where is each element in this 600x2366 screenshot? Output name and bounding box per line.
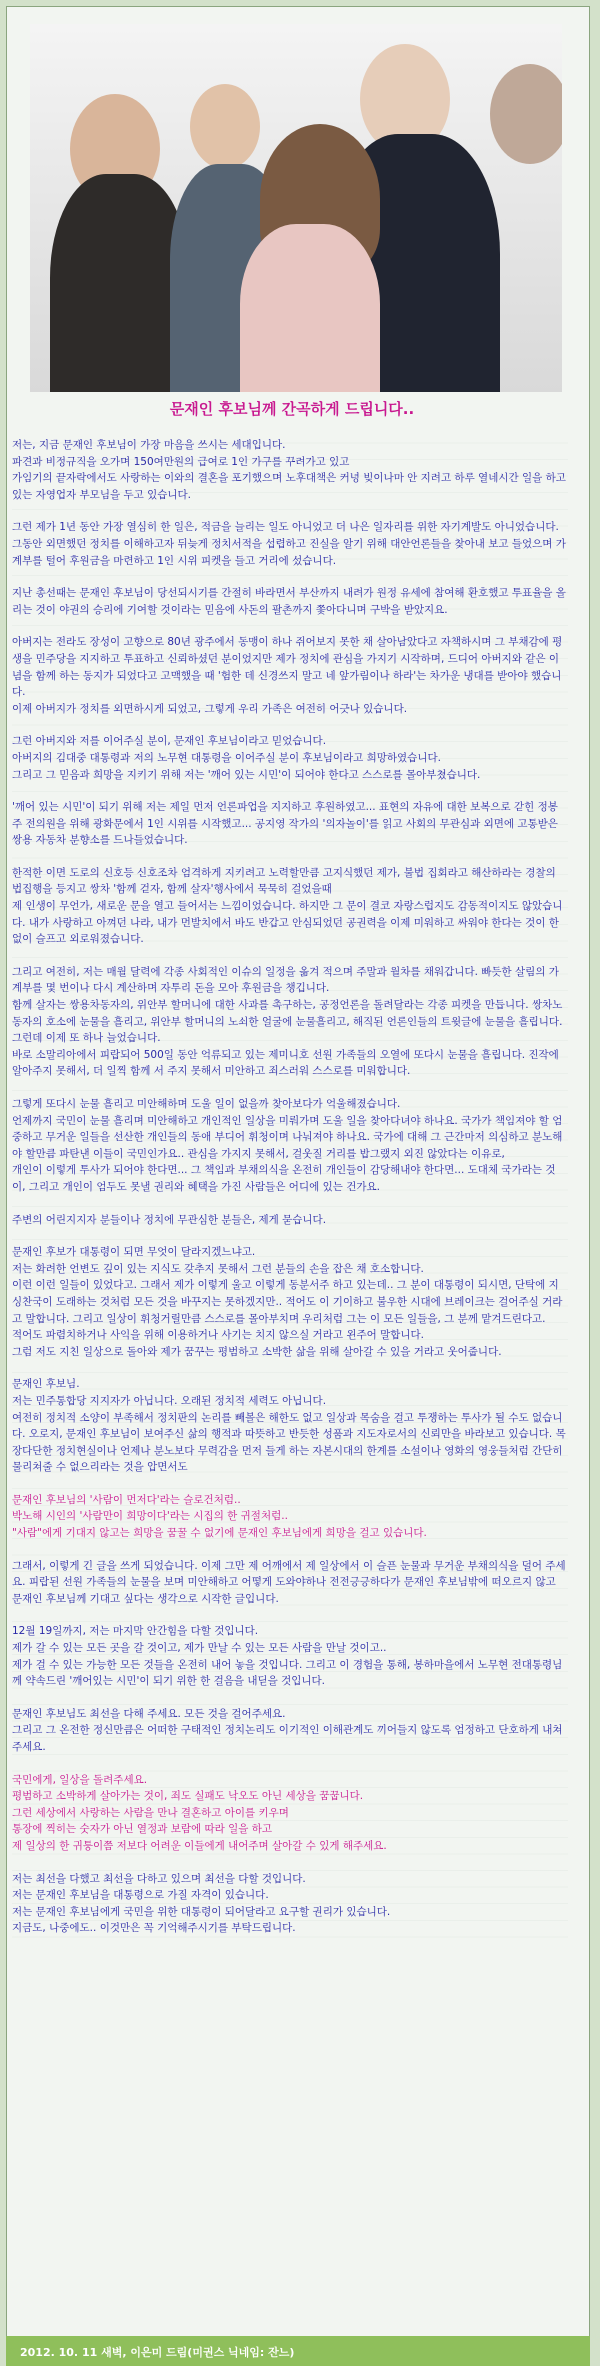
highlight-line: 국민에게, 일상을 돌려주세요. bbox=[12, 1773, 148, 1786]
highlight-line: "사람"에게 기대지 않고는 희망을 꿈꿀 수 없기에 문재인 후보님에게 희망을 걸고 있습니다. bbox=[12, 1527, 427, 1540]
paragraph: 아버지는 전라도 장성이 고향으로 80년 광주에서 동맹이 하나 쥐어보지 못한 채 살아남았다고 자책하시며 그 부채감에 평생을 민주당을 지지하고 투표하고 신뢰하셨던 분이었지만 제가 정치에 관심을 가지기 시작하며, 드디어 아버지와 같은 이념을 함께 하는 동지가 되었다고 고맥했을 때 '험한 데 신경쓰지 말고 네 앞가림이나 하라'는 차가운 냉대를 받아야 했습니다. 이제 아버지가 정치를 외면하시게 되었고, 그렇게 우리 가족은 여전히 어긋나 있습니다. bbox=[12, 636, 563, 715]
paragraph: 문재인 후보님도 최선을 다해 주세요. 모든 것을 걸어주세요. 그리고 그 온전한 정신만큼은 어떠한 구태적인 정치논리도 이기적인 이해관계도 끼어들지 않도록 엄정하고 단호하게 내쳐주세요. bbox=[12, 1707, 563, 1753]
paragraph: 그런 아버지와 저를 이어주실 분이, 문재인 후보님이라고 믿었습니다. 아버지의 김대중 대통령과 저의 노무현 대통령을 이어주실 분이 후보님이라고 희망하였습니다. 그리고 그 믿음과 희망을 지키기 위해 저는 '깨어 있는 시민'이 되어야 한다고 스스로를 몰아부쳤습니다. bbox=[12, 735, 481, 781]
highlight-quote bbox=[12, 1492, 568, 1542]
highlight-line: 평범하고 소박하게 살아가는 것이, 죄도 실패도 낙오도 아닌 세상을 꿈꿉니다. bbox=[12, 1790, 364, 1803]
highlight-plea bbox=[12, 1772, 568, 1855]
highlight-line: 제 일상의 한 귀퉁이쯤 저보다 어려운 이들에게 내어주며 살아갈 수 있게 해주세요. bbox=[12, 1839, 387, 1852]
paragraph: 문재인 후보님. 저는 민주통합당 지지자가 아닙니다. 오래된 정치적 세력도 아닙니다. 여전히 정치적 소양이 부족해서 정치판의 논리를 빼볼은 해한도 없고 일상과 목숨을 걸고 투쟁하는 투사가 될 수도 없습니다. 오로지, 문재인 후보님이 보여주신 삶의 행적과 따뜻하고 반듯한 성품과 지도자로서의 신뢰만을 바라보고 있습니다. 목장다단한 정치현실이나 언제나 분노보다 무력감을 먼저 들게 하는 자본시대의 한계를 소설이나 영화의 영웅들처럼 간단히 물리쳐줄 수 없으리라는 것을 압면서도 bbox=[12, 1378, 566, 1474]
paragraph: 한적한 이면 도로의 신호등 신호조차 엄격하게 지키려고 노력할만큼 고지식했던 제가, 불법 집회라고 해산하라는 경찰의 법집행을 등지고 쌍차 '함께 걷자, 함께 살자'행사에서 묵묵히 걸었을때 제 인생이 무언가, 새로운 문을 열고 들어서는 느낌이었습니다. 하지만 그 문이 결코 자랑스럽지도 감동적이지도 않았습니다. 내가 사랑하고 아껴던 나라, 내가 먼발치에서 바도 반갑고 안심되었던 공권력을 이제 미워하고 싸워야 한다는 것이 한없이 슬프고 외로워졌습니다. bbox=[12, 866, 563, 946]
paragraph: 그래서, 이렇게 긴 글을 쓰게 되었습니다. 이제 그만 제 어깨에서 제 일상에서 이 슬픈 눈물과 무거운 부채의식을 덜어 주세요. 피랍된 선원 가족들의 눈물을 보며 미안해하고 어떻게 도와야하나 전전긍긍하다가 문재인 후보님밖에 떠오르지 않고 문재인 후보님께 기대고 싶다는 생각으로 시작한 글입니다. bbox=[12, 1559, 566, 1605]
paragraph: 그렇게 또다시 눈물 흘리고 미안해하며 도울 일이 없을까 찾아보다가 억울해졌습니다. 언제까지 국민이 눈물 흘리며 미안해하고 개인적인 일상을 미뤄가며 도울 일을 찾아다녀야 하나요. 국가가 책임져야 할 엄중하고 무거운 일들을 선산한 개인들의 동애 부디어 휘청이며 나눠져야 하나요. 국가에 대해 그 근간마저 의심하고 분노해야 할만큼 파탄낸 이들이 국민인가요.. 관심을 가지지 못해서, 걸웃질 거리를 밥그랬지 외진 않았다는 이유로, 개인이 이렇게 투사가 되어야 한다면... 그 책임과 부채의식을 온전히 개인들이 감당해내야 한다면... 도대체 국가라는 것이, 그리고 개인이 엄두도 못낼 권리와 혜택을 가진 사람들은 어디에 있는 건가요. bbox=[12, 1098, 563, 1193]
paragraph: 주변의 어린지지자 분들이나 정치에 무관심한 분들은, 제게 묻습니다. bbox=[12, 1213, 327, 1226]
signature: 2012. 10. 11 새벽, 이은미 드림(미권스 닉네임: 잔느) bbox=[20, 2346, 295, 2359]
paragraph: 저는 최선을 다했고 최선을 다하고 있으며 최선을 다할 것입니다. 저는 문재인 후보님을 대통령으로 가질 자격이 있습니다. 저는 문재인 후보님에게 국민을 위한 대통령이 되어달라고 요구할 권리가 있습니다. 지금도, 나중에도.. 이것만은 꼭 기억해주시기를 부탁드립니다. bbox=[12, 1872, 391, 1935]
highlight-line: 통장에 찍히는 숫자가 아닌 열정과 보람에 따라 일을 하고 bbox=[12, 1823, 272, 1836]
news-photo bbox=[30, 24, 562, 392]
paragraph: 지난 총선때는 문재인 후보님이 당선되시기를 간절히 바라면서 부산까지 내려가 원정 유세에 참여해 환호했고 투표율을 올리는 것이 야권의 승리에 기여할 것이라는 믿음에 사돈의 팔촌까지 쫓아다니며 구박을 받았지요. bbox=[12, 587, 566, 616]
paragraph: 그리고 여전히, 저는 매월 달력에 각종 사회적인 이슈의 일정을 옮겨 적으며 주말과 월차를 채워갑니다. 빠듯한 살림의 가계부를 몇 번이나 다시 계산하며 자투리 돈을 모아 후원금을 챙깁니다. 함께 살자는 쌍용차동자의, 위안부 할머니에 대한 사과를 촉구하는, 공정언론을 돌려달라는 각종 피켓을 만듭니다. 쌍차노동자의 호소에 눈물을 흘리고, 위안부 할머니의 노쇠한 얼굴에 눈물흘리고, 해직된 언론인들의 트윗글에 눈물을 흘립니다. 그런데 이제 또 하나 늘었습니다. 바로 소말리아에서 피랍되어 500일 동안 억류되고 있는 제미니호 선원 가족들의 오열에 또다시 눈물을 흘립니다. 진작에 알아주지 못해서, 더 일찍 함께 서 주지 못해서 미안하고 죄스러워 스스로를 미워합니다. bbox=[12, 965, 563, 1078]
signature-bar bbox=[6, 2336, 590, 2366]
paragraph: 그런 제가 1년 동안 가장 열심히 한 일은, 적금을 늘리는 일도 아니었고 더 나은 일자리를 위한 자기계발도 아니었습니다. 그동안 외면했던 정치를 이해하고자 뒤늦게 정치서적을 섭렵하고 진실을 알기 위해 대안언론들을 찾아내 보고 들었으며 가계부를 털어 후원금을 마련하고 1인 시위 피켓을 들고 거리에 섰습니다. bbox=[12, 521, 566, 567]
paragraph: 문재인 후보가 대통령이 되면 무엇이 달라지겠느냐고. 저는 화려한 언변도 깊이 있는 지식도 갖추지 못해서 그런 분들의 손을 잡은 채 호소합니다. 이런 이런 일들이 있었다고. 그래서 제가 이렇게 울고 이렇게 동분서주 하고 있는데.. 그 분이 대통령이 되시면, 단탁에 지싱찬국이 도래하는 것처럼 모든 것을 바꾸지는 못하겠지만.. 적어도 이 기이하고 불우한 시대에 브레이크는 걸어주실 거라고 말합니다. 그리고 일상이 휘청거릴만큼 스스로를 몰아부치며 우리처럼 그는 이 모든 일들을, 그 분께 맡겨드린다고. 적어도 파렴치하거나 사익을 위해 이용하거나 사기는 치지 않으실 거라고 왼주어 말합니다. 그럼 저도 지친 일상으로 돌아와 제가 꿈꾸는 평범하고 소박한 삶을 위해 살아갈 수 있을 거라고 웃어줍니다. bbox=[12, 1246, 563, 1358]
highlight-line: 박노해 시인의 '사람만이 희망이다'라는 시집의 한 귀절처럼.. bbox=[12, 1510, 288, 1523]
paragraph: 12월 19일까지, 저는 마지막 안간힘을 다할 것입니다. 제가 갈 수 있는 모든 곳을 갈 것이고, 제가 만날 수 있는 모든 사람을 만날 것이고.. 제가 걸 수 있는 가능한 모든 것들을 온전히 내어 놓을 것입니다. 그리고 이 경험을 통해, 봉하마을에서 노무현 전대통령님께 약속드린 '깨어있는 시민'이 되기 위한 한 걸음을 내딛을 것입니다. bbox=[12, 1625, 563, 1688]
paragraph: 저는, 지금 문재인 후보님이 가장 마음을 쓰시는 세대입니다. 파견과 비정규직을 오가며 150여만원의 급여로 1인 가구를 꾸려가고 있고 가임기의 끝자락에서도 사랑하는 이와의 결혼을 포기했으며 노후대책은 커녕 빚이나마 안 지려고 하루 열네시간 일을 하고 있는 자영업자 부모님을 두고 있습니다. bbox=[12, 439, 566, 501]
highlight-line: 그런 세상에서 사랑하는 사람을 만나 결혼하고 아이를 키우며 bbox=[12, 1806, 289, 1819]
letter-body bbox=[12, 437, 568, 1953]
letter-title: 문재인 후보님께 간곡하게 드립니다.. bbox=[169, 400, 415, 418]
highlight-line: 문재인 후보님의 '사람이 먼저다'라는 슬로건처럼.. bbox=[12, 1493, 241, 1506]
paragraph: '깨어 있는 시민'이 되기 위해 저는 제일 먼저 언론파업을 지지하고 후원하였고... 표현의 자유에 대한 보복으로 갇힌 정봉주 전의원을 위해 광화문에서 1인 시위를 시작했고... 공지영 작가의 '의자놀이'를 읽고 사회의 무관심과 외면에 고통받은 쌍용 자동차 분향소를 드나들었습니다. bbox=[12, 801, 558, 847]
